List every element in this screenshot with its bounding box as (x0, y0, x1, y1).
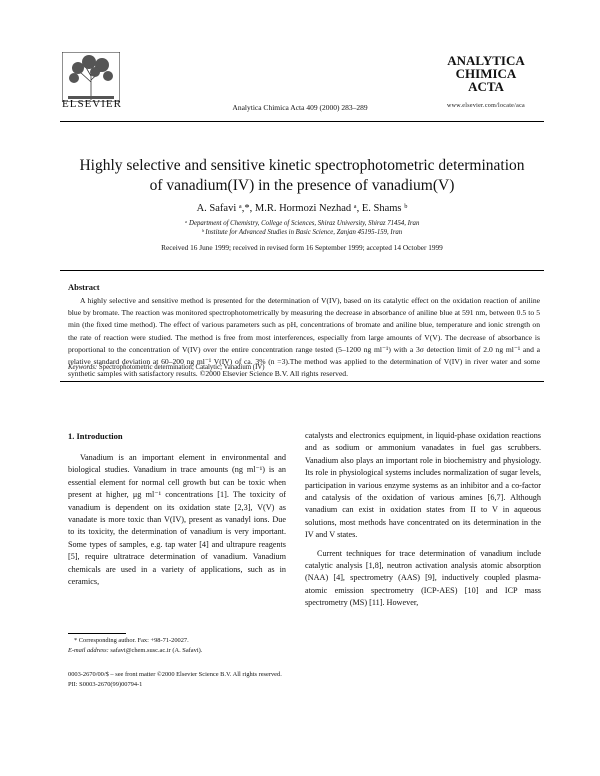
abstract-text: A highly selective and sensitive method is presented for the determination of V(IV), based on its catalytic effect on the oxidation reaction of aniline blue by bromate. The reaction was monitored spectrophotometrically by measuring the decrease in absorbance of aniline blue at 591 nm, between 0.5 to 5 min (the fixed time method). The effect of various parameters such as pH, concentrations of bromate and aniline blue, temperature and ionic strength on the rate of reaction were studied. The method is free from most interferences, especially from large amounts of V(V). The decrease of absorbance is proportional to the concentration of V(IV) over the entire concentration range tested (5–1200 ng ml⁻¹) with a 3σ detection limit of 2.0 ng ml⁻¹ and a relative standard deviation at 60–200 ng ml⁻¹ V(IV) of ca. 3% (n =3).The method was applied to the determination of V(IV) in river water and some synthetic samples with satisfactory results. ©2000 Elsevier Science B.V. All rights reserved. (68, 296, 540, 379)
received-dates: Received 16 June 1999; received in revised form 16 September 1999; accepted 14 October 1999 (161, 243, 443, 252)
abstract-top-rule (60, 270, 544, 271)
abstract-heading: Abstract (68, 282, 100, 292)
footnote-rule (68, 633, 126, 634)
email-address[interactable]: safavi@chem.susc.ac.ir (A. Safavi). (110, 647, 203, 654)
article-title (60, 156, 544, 196)
corresponding-author-note: * Corresponding author. Fax: +98-71-20027. (74, 637, 189, 644)
body-column-left (68, 452, 286, 588)
paragraph: catalysts and electronics equipment, in liquid-phase oxidation reactions and as sodium or ammonium vanadates in fuel gas scrubbers. Vanadium also plays an important role in biochemistry and physiology. Its role in physiological systems includes normalization of sugar levels, participation in various enzyme systems as an inhibitor and a co-factor and catalysis of the oxidation of various amines [6,7]. Although vanadium can exist in oxidation states from II to V in aqueous solutions, most methods have concentrated on its determination in the IV and V states. (305, 431, 541, 540)
affiliation: ᵇ Institute for Advanced Studies in Basic Science, Zanjan 45195-159, Iran (201, 229, 403, 236)
issn-line: 0003-2670/00/$ – see front matter ©2000 Elsevier Science B.V. All rights reserved. (68, 671, 282, 678)
title-line: of vanadium(IV) in the presence of vanadium(V) (149, 177, 455, 194)
elsevier-tree-logo (62, 52, 120, 102)
journal-logo (430, 54, 542, 93)
journal-logo-line: CHIMICA (455, 66, 517, 81)
abstract-bottom-rule (60, 381, 544, 382)
journal-logo-line: ANALYTICA (447, 53, 525, 68)
paragraph: Vanadium is an important element in environmental and biological studies. Vanadium in trace amounts (ng ml⁻¹) is an essential element for normal cell growth but can be toxic when present at higher, μg ml⁻¹ concentrations [1]. The toxicity of vanadium is dependent on its oxidation state [2,3], V(V) as vanadate is more toxic than V(IV), present as vanadyl ions. Due to its toxicity, the determination of vanadium is very important. Some types of samples, e.g. tap water [4] and ultrapure reagents [5], require ultratrace determination of vanadium. Vanadium chemicals are used in a variety of applications, such as in ceramics, (68, 453, 286, 587)
pii-line: PII: S0003-2670(99)00794-1 (68, 681, 143, 688)
journal-logo-line: ACTA (468, 79, 504, 94)
publisher-name: ELSEVIER (62, 98, 122, 110)
email-label: E-mail address: (68, 647, 109, 654)
section-heading: 1. Introduction (68, 431, 123, 441)
keywords (68, 364, 540, 371)
author-list: A. Safavi ᵃ,*, M.R. Hormozi Nezhad ᵃ, E. Shams ᵇ (196, 203, 408, 214)
affiliation: ᵃ Department of Chemistry, College of Sciences, Shiraz University, Shiraz 71454, Iran (184, 220, 420, 227)
title-line: Highly selective and sensitive kinetic spectrophotometric determination (79, 157, 525, 174)
journal-url[interactable]: www.elsevier.com/locate/aca (446, 103, 525, 109)
keywords-label: Keywords: (68, 364, 98, 371)
paragraph: Current techniques for trace determination of vanadium include catalytic analysis [1,8], neutron activation analysis atomic absorption (NAA) [4], spectrometry (AAS) [9], inductively coupled plasma-atomic emission spectrometry (ICP-AES) [10] and ICP mass spectrometry (MS) [11]. However, (305, 548, 541, 608)
email-note (68, 647, 288, 654)
keywords-text: Spectrophotometric determination; Catalytic; Vanadium (IV) (98, 364, 265, 371)
journal-reference: Analytica Chimica Acta 409 (2000) 283–289 (232, 103, 368, 112)
header-rule (60, 121, 544, 122)
body-column-right (305, 430, 541, 610)
